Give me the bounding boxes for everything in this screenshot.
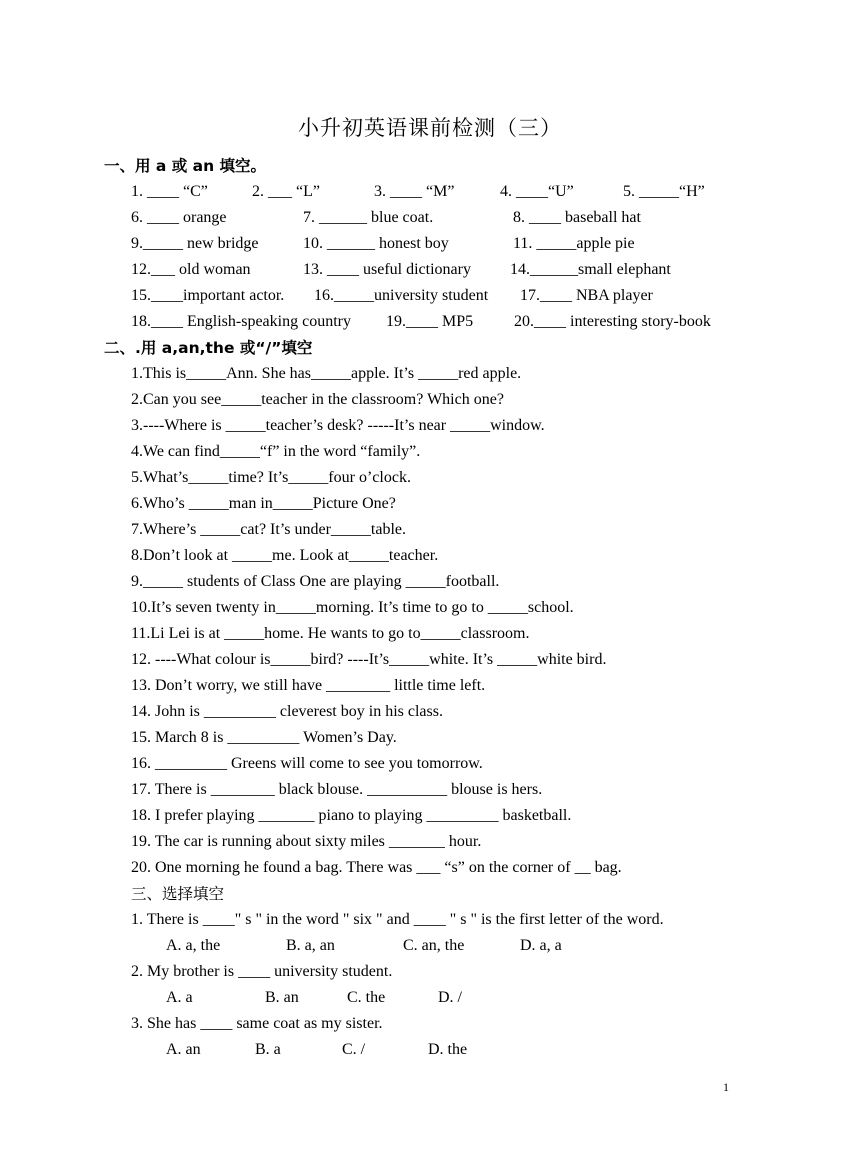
s1-item: 3. ____ “M”: [374, 183, 455, 200]
s1-item: 16._____university student: [314, 287, 489, 304]
s3-option: B. a: [255, 1041, 281, 1058]
s2-item: 17. There is ________ black blouse. __________ blouse is hers.: [131, 781, 543, 798]
page-title: 小升初英语课前检测（三）: [298, 116, 562, 140]
s3-question: 2. My brother is ____ university student.: [131, 963, 393, 980]
s3-option: C. an, the: [403, 937, 465, 954]
s1-item: 4. ____“U”: [500, 183, 574, 200]
s3-option: B. a, an: [286, 937, 335, 954]
s1-item: 17.____ NBA player: [520, 287, 653, 304]
s2-item: 16. _________ Greens will come to see you tomorrow.: [131, 755, 483, 772]
s3-option: D. /: [438, 989, 462, 1006]
s2-item: 18. I prefer playing _______ piano to playing _________ basketball.: [131, 807, 572, 824]
s3-option: A. a, the: [166, 937, 221, 954]
s2-item: 10.It’s seven twenty in_____morning. It’s time to go to _____school.: [131, 599, 574, 616]
s1-item: 2. ___ “L”: [252, 183, 320, 200]
s1-item: 1. ____ “C”: [131, 183, 208, 200]
s3-question: 3. She has ____ same coat as my sister.: [131, 1015, 383, 1032]
section1-heading: 一、用 a 或 an 填空。: [104, 157, 267, 175]
s2-item: 20. One morning he found a bag. There was ___ “s” on the corner of __ bag.: [131, 859, 622, 876]
s1-item: 15.____important actor.: [131, 287, 285, 304]
s1-item: 5. _____“H”: [623, 183, 705, 200]
s3-option: C. /: [342, 1041, 366, 1058]
s1-item: 8. ____ baseball hat: [513, 209, 641, 226]
s1-item: 10. ______ honest boy: [303, 235, 449, 252]
s1-item: 7. ______ blue coat.: [303, 209, 434, 226]
s3-option: A. an: [166, 1041, 201, 1058]
section3-heading: 三、选择填空: [131, 885, 225, 903]
s3-option: C. the: [347, 989, 386, 1006]
s2-item: 4.We can find_____“f” in the word “family”.: [131, 443, 421, 460]
section2-heading: 二、.用 a,an,the 或“/”填空: [104, 339, 313, 357]
s1-item: 20.____ interesting story-book: [514, 313, 711, 330]
s2-item: 8.Don’t look at _____me. Look at_____teacher.: [131, 547, 439, 564]
s1-item: 18.____ English-speaking country: [131, 313, 351, 330]
s3-option: D. the: [428, 1041, 468, 1058]
s1-item: 19.____ MP5: [386, 313, 474, 330]
s2-item: 9._____ students of Class One are playing _____football.: [131, 573, 500, 590]
s2-item: 11.Li Lei is at _____home. He wants to go to_____classroom.: [131, 625, 530, 642]
s1-item: 9._____ new bridge: [131, 235, 259, 252]
s1-item: 6. ____ orange: [131, 209, 227, 226]
page-number: 1: [723, 1080, 729, 1094]
s3-option: D. a, a: [520, 937, 562, 954]
s1-item: 13. ____ useful dictionary: [303, 261, 471, 278]
s2-item: 1.This is_____Ann. She has_____apple. It’s _____red apple.: [131, 365, 522, 382]
s2-item: 15. March 8 is _________ Women’s Day.: [131, 729, 397, 746]
s3-option: A. a: [166, 989, 193, 1006]
s2-item: 7.Where’s _____cat? It’s under_____table.: [131, 521, 407, 538]
s3-question: 1. There is ____" s " in the word " six " and ____ " s " is the first letter of the word.: [131, 911, 664, 928]
s2-item: 12. ----What colour is_____bird? ----It’s_____white. It’s _____white bird.: [131, 651, 607, 668]
s2-item: 5.What’s_____time? It’s_____four o’clock.: [131, 469, 411, 486]
s2-item: 19. The car is running about sixty miles _______ hour.: [131, 833, 482, 850]
s2-item: 2.Can you see_____teacher in the classroom? Which one?: [131, 391, 504, 408]
s2-item: 6.Who’s _____man in_____Picture One?: [131, 495, 396, 512]
s1-item: 11. _____apple pie: [513, 235, 635, 252]
s2-item: 13. Don’t worry, we still have ________ little time left.: [131, 677, 486, 694]
s1-item: 12.___ old woman: [131, 261, 251, 278]
s2-item: 14. John is _________ cleverest boy in his class.: [131, 703, 443, 720]
s2-item: 3.----Where is _____teacher’s desk? -----It’s near _____window.: [131, 417, 545, 434]
s3-option: B. an: [265, 989, 299, 1006]
s1-item: 14.______small elephant: [510, 261, 671, 278]
